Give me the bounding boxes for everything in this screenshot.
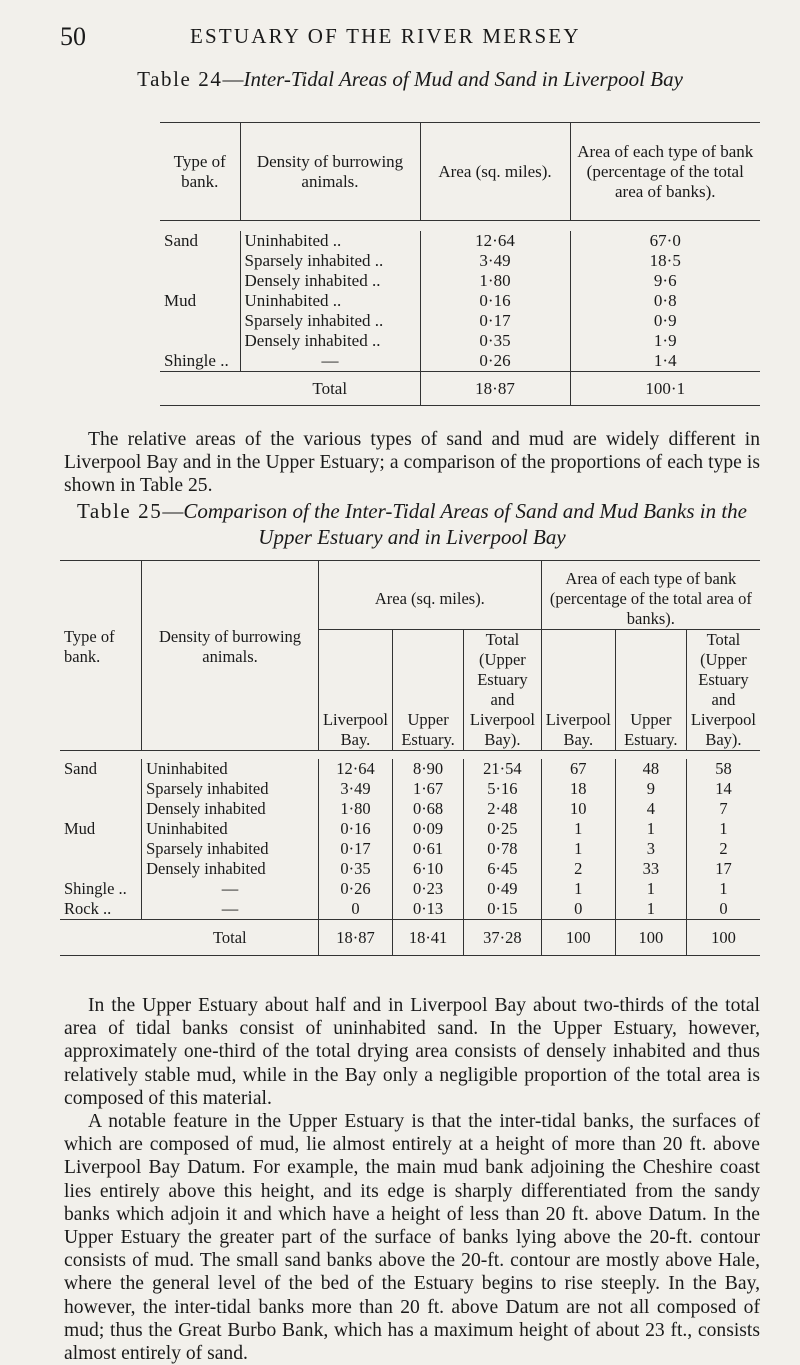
table25-caption: Table 25—Comparison of the Inter-Tidal Areas of Sand and Mud Banks in the Upper Estuary and in Liverpool Bay xyxy=(76,499,748,549)
paragraph-1: The relative areas of the various types of sand and mud are widely different in Liverpool Bay and in the Upper Estuary; a comparison of the proportions of each type is shown in Table 25. xyxy=(64,429,760,497)
t25-group-pct: Area of each type of bank (percentage of the total area of banks). xyxy=(541,561,760,630)
table24 xyxy=(160,122,760,408)
table-row: Sparsely inhabited .. 3·49 18·5 xyxy=(160,251,760,271)
page-number: 50 xyxy=(60,22,86,51)
table24-title: Inter-Tidal Areas of Mud and Sand in Liverpool Bay xyxy=(243,67,683,91)
t24-header-type: Type of bank. xyxy=(160,123,240,221)
table-row: Sparsely inhabited 0·17 0·61 0·78 1 3 2 xyxy=(60,839,760,859)
table-row: Shingle .. — 0·26 0·23 0·49 1 1 1 xyxy=(60,879,760,899)
table24-caption: Table 24—Inter-Tidal Areas of Mud and Sand in Liverpool Bay xyxy=(137,67,683,91)
t24-header-area: Area (sq. miles). xyxy=(420,123,570,221)
table-row: Densely inhabited 0·35 6·10 6·45 2 33 17 xyxy=(60,859,760,879)
table-row: Densely inhabited .. 1·80 9·6 xyxy=(160,271,760,291)
table-row: Shingle .. — 0·26 1·4 xyxy=(160,351,760,372)
running-title: ESTUARY OF THE RIVER MERSEY xyxy=(190,24,581,48)
t25-sub-ue-area: Upper Estuary. xyxy=(393,630,464,751)
body-text xyxy=(64,994,760,1365)
table-row: Sparsely inhabited .. 0·17 0·9 xyxy=(160,311,760,331)
table-row: Mud Uninhabited .. 0·16 0·8 xyxy=(160,291,760,311)
table-row: Rock .. — 0 0·13 0·15 0 1 0 xyxy=(60,899,760,920)
table-row: Mud Uninhabited 0·16 0·09 0·25 1 1 1 xyxy=(60,819,760,839)
table-row: Densely inhabited .. 0·35 1·9 xyxy=(160,331,760,351)
table-total-row: Total 18·87 18·41 37·28 100 100 100 xyxy=(60,920,760,956)
t25-sub-ue-pct: Upper Estuary. xyxy=(615,630,686,751)
t24-header-density: Density of burrowing animals. xyxy=(240,123,420,221)
t25-sub-total-pct: Total (Upper Estuary and Liverpool Bay). xyxy=(686,630,760,751)
t25-group-area: Area (sq. miles). xyxy=(318,561,541,630)
t25-header-type: Type of bank. xyxy=(60,561,142,751)
table24-label: Table 24 xyxy=(137,67,223,91)
t24-header-pct: Area of each type of bank (percentage of the total area of banks). xyxy=(570,123,760,221)
table25 xyxy=(60,560,760,958)
table-row: Sparsely inhabited 3·49 1·67 5·16 18 9 14 xyxy=(60,779,760,799)
t25-sub-total-area: Total (Upper Estuary and Liverpool Bay). xyxy=(464,630,542,751)
paragraph-3: A notable feature in the Upper Estuary is that the inter-tidal banks, the surfaces of which are composed of mud, lie almost entirely at a height of more than 20 ft. above Liverpool Bay Datum. For example, the main mud bank adjoining the Cheshire coast lies entirely above this height, and its edge is sharply differentiated from the sandy banks which adjoin it and which have a height of less than 20 ft. above Datum. In the Upper Estuary the greater part of the surface of banks lying above the 20-ft. contour consists of mud. The small sand banks above the 20-ft. contour are mostly above Hale, where the general level of the bed of the Estuary begins to rise steeply. In the Bay, however, the inter-tidal banks more than 20 ft. above Datum are not all composed of mud; thus the Great Burbo Bank, which has a maximum height of about 23 ft., consists almost entirely of sand. xyxy=(64,1111,760,1365)
t25-header-density: Density of burrowing animals. xyxy=(142,561,319,751)
t25-sub-lb-pct: Liverpool Bay. xyxy=(541,630,615,751)
table-row: Densely inhabited 1·80 0·68 2·48 10 4 7 xyxy=(60,799,760,819)
table25-title: Comparison of the Inter-Tidal Areas of Sand and Mud Banks in the Upper Estuary and in Liverpool Bay xyxy=(183,499,748,549)
table-total-row: Total 18·87 100·1 xyxy=(160,372,760,406)
running-head xyxy=(60,22,760,52)
t25-sub-lb-area: Liverpool Bay. xyxy=(318,630,392,751)
table25-label: Table 25 xyxy=(76,499,163,523)
table-row: Sand Uninhabited .. 12·64 67·0 xyxy=(160,231,760,251)
paragraph-2: In the Upper Estuary about half and in Liverpool Bay about two-thirds of the total area of tidal banks consist of uninhabited sand. In the Upper Estuary, however, approximately one-third of the total drying area consists of densely inhabited and thus relatively stable mud, while in the Bay only a negligible proportion of the total area is composed of this material. xyxy=(64,995,760,1109)
table-row: Sand Uninhabited 12·64 8·90 21·54 67 48 58 xyxy=(60,759,760,779)
